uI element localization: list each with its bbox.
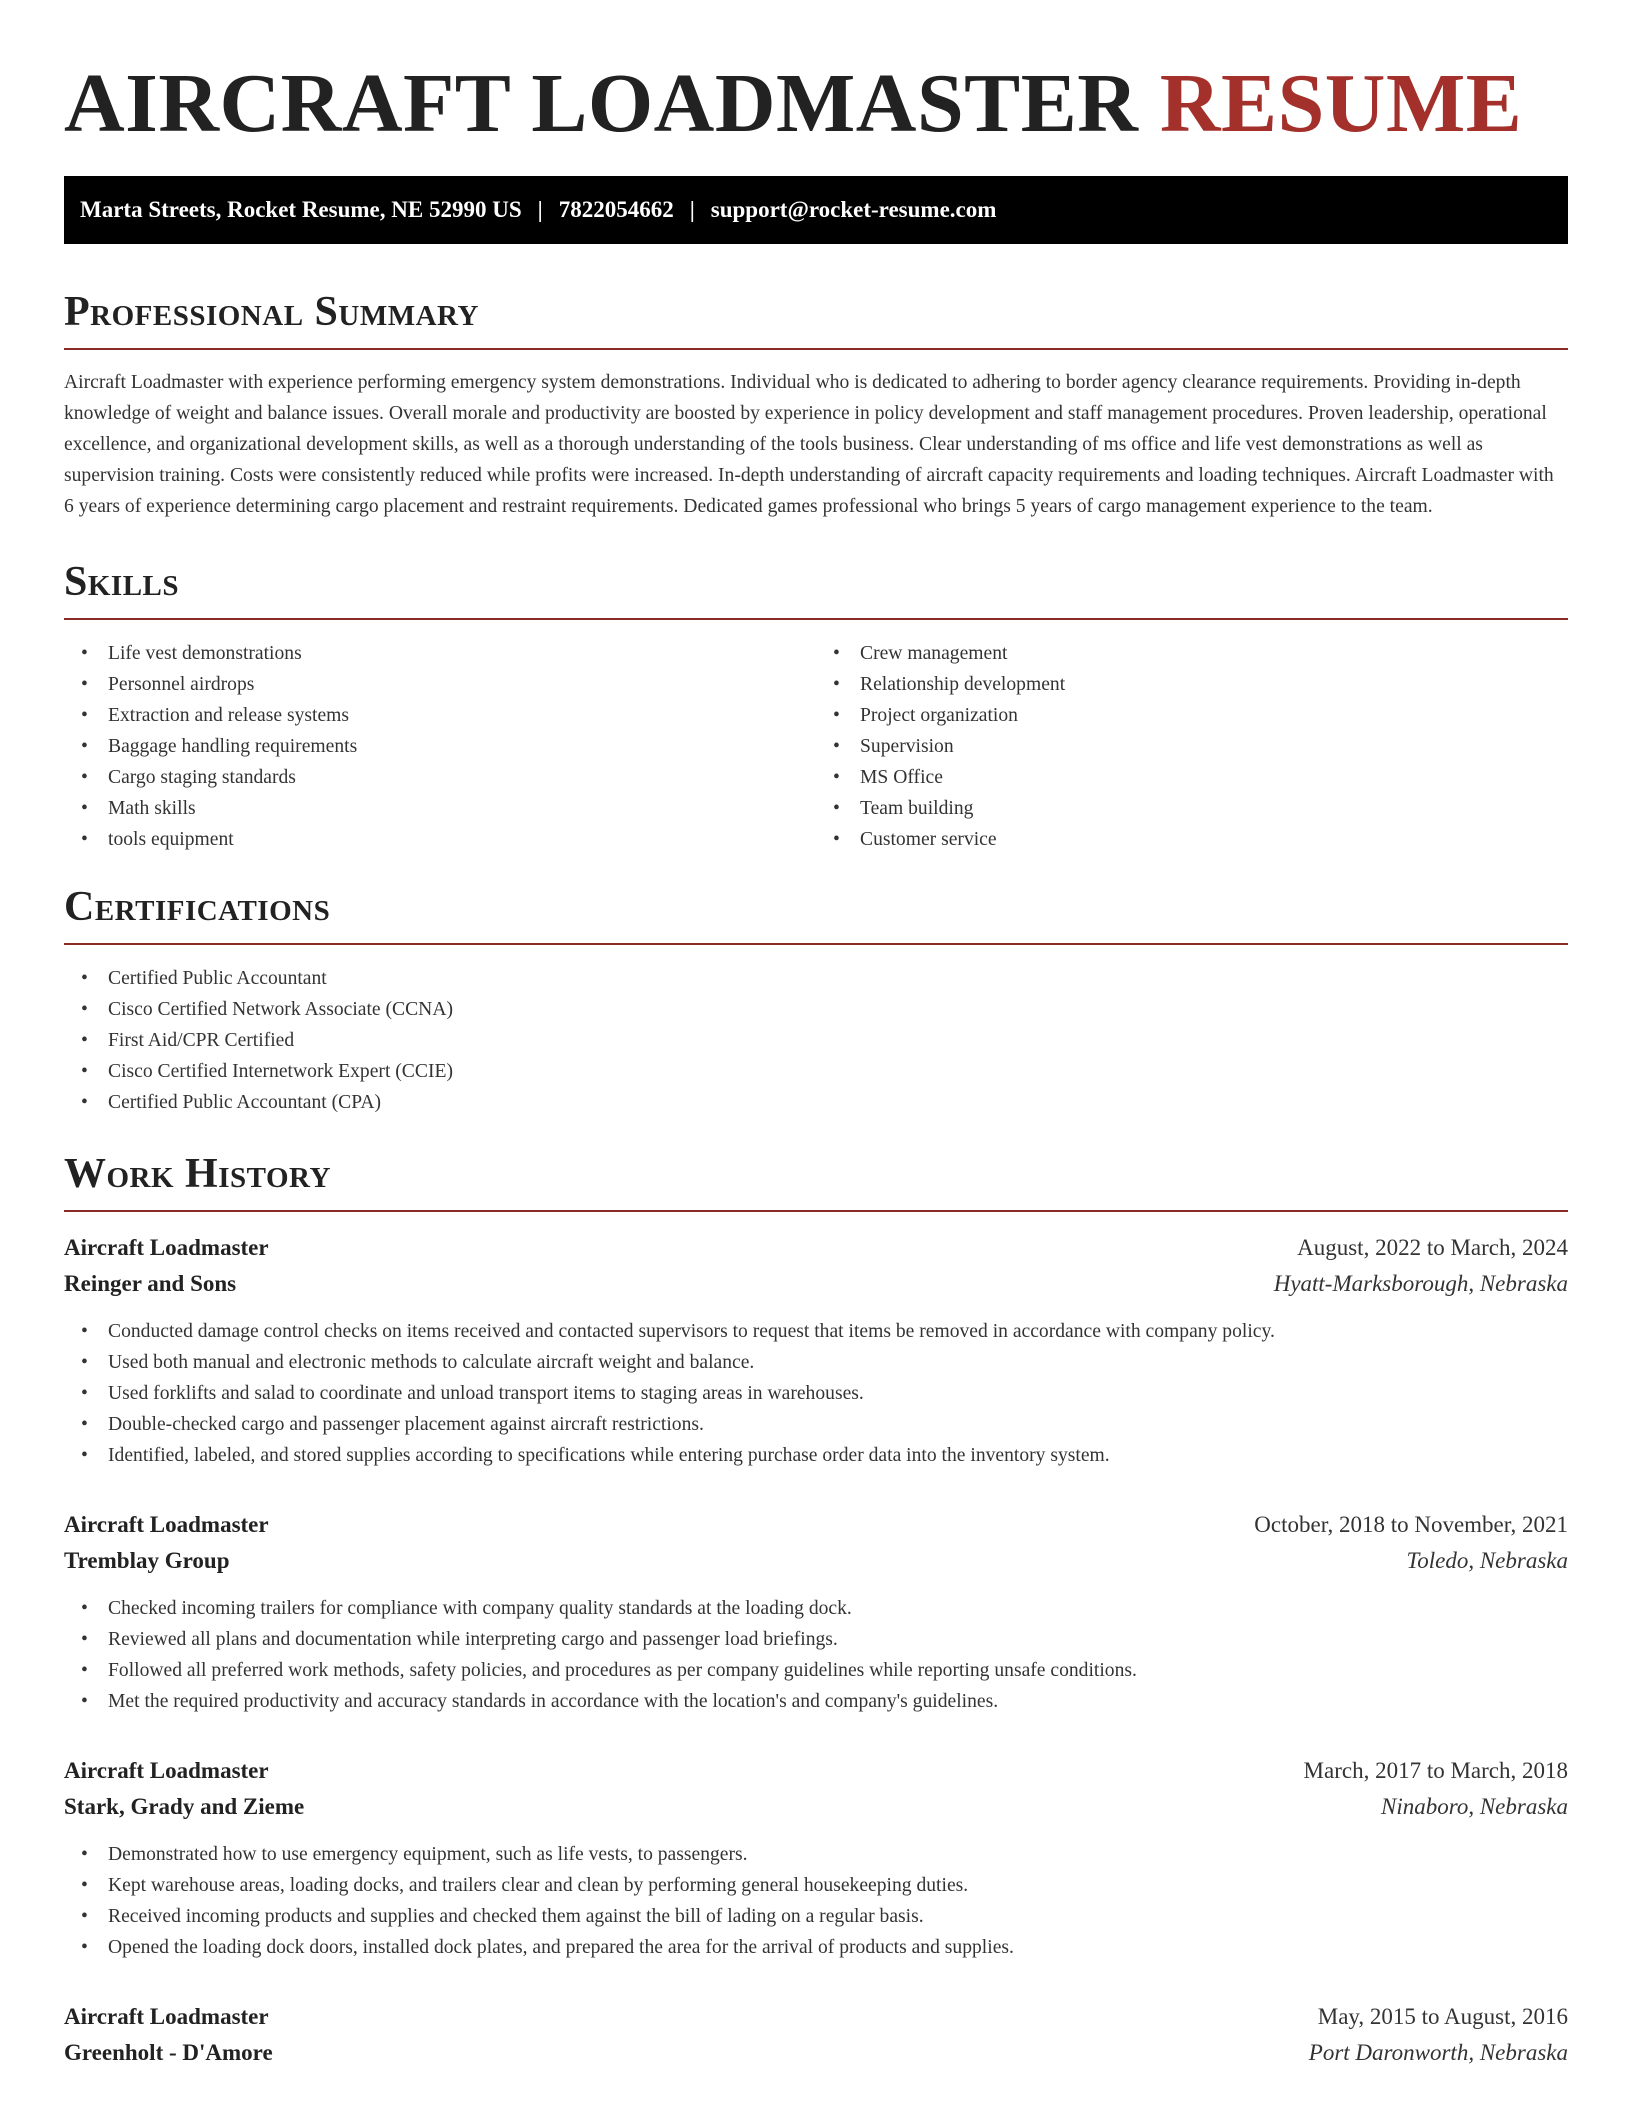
job-entry	[64, 1230, 1568, 1471]
job-subheader	[64, 1543, 1568, 1579]
skills-section	[64, 558, 1568, 855]
section-divider	[64, 348, 1568, 350]
work-history-heading: Work History	[64, 1151, 331, 1197]
certifications-heading: Certifications	[64, 884, 331, 930]
contact-phone: 7822054662	[558, 197, 674, 222]
skill-item: • Baggage handling requirements	[64, 731, 816, 762]
certification-item: • Cisco Certified Internetwork Expert (CCIE)	[64, 1056, 1568, 1087]
job-dates: March, 2017 to March, 2018	[1303, 1758, 1568, 1783]
summary-section	[64, 288, 1568, 522]
job-duty: • Received incoming products and supplies and checked them against the bill of lading on a regular basis.	[64, 1901, 1568, 1932]
job-subheader	[64, 1789, 1568, 1825]
skill-item: • Team building	[816, 793, 1568, 824]
job-entry	[64, 1507, 1568, 1717]
work-history-section	[64, 1150, 1568, 2071]
job-dates: August, 2022 to March, 2024	[1297, 1235, 1568, 1260]
skill-item: • MS Office	[816, 762, 1568, 793]
certifications-list	[64, 963, 1568, 1118]
contact-bar	[64, 176, 1568, 244]
job-location: Port Daronworth, Nebraska	[1308, 2040, 1568, 2065]
skills-list-left	[64, 638, 816, 855]
job-duty: • Used forklifts and salad to coordinate and unload transport items to staging areas in warehouses.	[64, 1378, 1568, 1409]
job-entry	[64, 1999, 1568, 2071]
skill-item: • Relationship development	[816, 669, 1568, 700]
skill-item: • Extraction and release systems	[64, 700, 816, 731]
job-duty: • Checked incoming trailers for compliance with company quality standards at the loading dock.	[64, 1593, 1568, 1624]
job-duties	[64, 1839, 1568, 1963]
job-title: Aircraft Loadmaster	[64, 1512, 269, 1537]
job-duty: • Used both manual and electronic methods to calculate aircraft weight and balance.	[64, 1347, 1568, 1378]
job-duty: • Opened the loading dock doors, installed dock plates, and prepared the area for the arrival of products and supplies.	[64, 1932, 1568, 1963]
resume-title	[64, 0, 1568, 176]
contact-address: Marta Streets, Rocket Resume, NE 52990 US	[80, 197, 522, 222]
summary-text: Aircraft Loadmaster with experience performing emergency system demonstrations. Individual who is dedicated to adhering to border agency clearance requirements. Providing in-depth knowledge of weight and balance issues. Overall morale and productivity are boosted by experience in policy development and staff management procedures. Proven leadership, operational excellence, and organizational development skills, as well as a thorough understanding of the tools business. Clear understanding of ms office and life vest demonstrations as well as supervision training. Costs were consistently reduced while profits were increased. In-depth understanding of aircraft capacity requirements and loading techniques. Aircraft Loadmaster with 6 years of experience determining cargo placement and restraint requirements. Dedicated games professional who brings 5 years of cargo management experience to the team.	[64, 372, 1554, 517]
job-location: Ninaboro, Nebraska	[1381, 1794, 1568, 1819]
job-title: Aircraft Loadmaster	[64, 2004, 269, 2029]
skill-item: • Life vest demonstrations	[64, 638, 816, 669]
job-duty: • Reviewed all plans and documentation while interpreting cargo and passenger load briefings.	[64, 1624, 1568, 1655]
skills-heading: Skills	[64, 559, 180, 605]
skill-item: • Personnel airdrops	[64, 669, 816, 700]
skill-item: • Supervision	[816, 731, 1568, 762]
certification-item: • First Aid/CPR Certified	[64, 1025, 1568, 1056]
job-duties	[64, 1593, 1568, 1717]
job-entry	[64, 1753, 1568, 1963]
job-duties	[64, 1316, 1568, 1471]
skill-item: • Customer service	[816, 824, 1568, 855]
section-divider	[64, 943, 1568, 945]
job-location: Toledo, Nebraska	[1406, 1548, 1568, 1573]
job-company: Greenholt - D'Amore	[64, 2040, 273, 2065]
skill-item: • Crew management	[816, 638, 1568, 669]
skills-list-right	[816, 638, 1568, 855]
job-company: Reinger and Sons	[64, 1271, 237, 1296]
contact-email: support@rocket-resume.com	[710, 197, 997, 222]
job-subheader	[64, 2035, 1568, 2071]
contact-separator: |	[537, 197, 543, 222]
job-dates: October, 2018 to November, 2021	[1254, 1512, 1568, 1537]
job-duty: • Conducted damage control checks on items received and contacted supervisors to request that items be removed in accordance with company policy.	[64, 1316, 1568, 1347]
certification-item: • Certified Public Accountant (CPA)	[64, 1087, 1568, 1118]
skill-item: • Project organization	[816, 700, 1568, 731]
job-duty: • Identified, labeled, and stored supplies according to specifications while entering purchase order data into the inventory system.	[64, 1440, 1568, 1471]
title-accent: RESUME	[1159, 57, 1523, 150]
job-duty: • Followed all preferred work methods, safety policies, and procedures as per company guidelines while reporting unsafe conditions.	[64, 1655, 1568, 1686]
job-duty: • Met the required productivity and accuracy standards in accordance with the location's and company's guidelines.	[64, 1686, 1568, 1717]
title-main: AIRCRAFT LOADMASTER	[64, 57, 1139, 150]
job-subheader	[64, 1266, 1568, 1302]
skill-item: • Math skills	[64, 793, 816, 824]
job-duty: • Double-checked cargo and passenger placement against aircraft restrictions.	[64, 1409, 1568, 1440]
job-company: Stark, Grady and Zieme	[64, 1794, 305, 1819]
job-company: Tremblay Group	[64, 1548, 230, 1573]
certifications-section	[64, 883, 1568, 1118]
skills-columns	[64, 638, 1568, 855]
job-duty: • Kept warehouse areas, loading docks, and trailers clear and clean by performing general housekeeping duties.	[64, 1870, 1568, 1901]
job-header	[64, 1753, 1568, 1789]
job-header	[64, 1507, 1568, 1543]
section-divider	[64, 1210, 1568, 1212]
job-title: Aircraft Loadmaster	[64, 1235, 269, 1260]
job-location: Hyatt-Marksborough, Nebraska	[1273, 1271, 1568, 1296]
contact-separator: |	[689, 197, 695, 222]
job-title: Aircraft Loadmaster	[64, 1758, 269, 1783]
job-header	[64, 1230, 1568, 1266]
skill-item: • tools equipment	[64, 824, 816, 855]
certification-item: • Certified Public Accountant	[64, 963, 1568, 994]
job-header	[64, 1999, 1568, 2035]
skill-item: • Cargo staging standards	[64, 762, 816, 793]
section-divider	[64, 618, 1568, 620]
job-dates: May, 2015 to August, 2016	[1317, 2004, 1568, 2029]
summary-heading: Professional Summary	[64, 289, 479, 335]
certification-item: • Cisco Certified Network Associate (CCNA)	[64, 994, 1568, 1025]
job-duty: • Demonstrated how to use emergency equipment, such as life vests, to passengers.	[64, 1839, 1568, 1870]
